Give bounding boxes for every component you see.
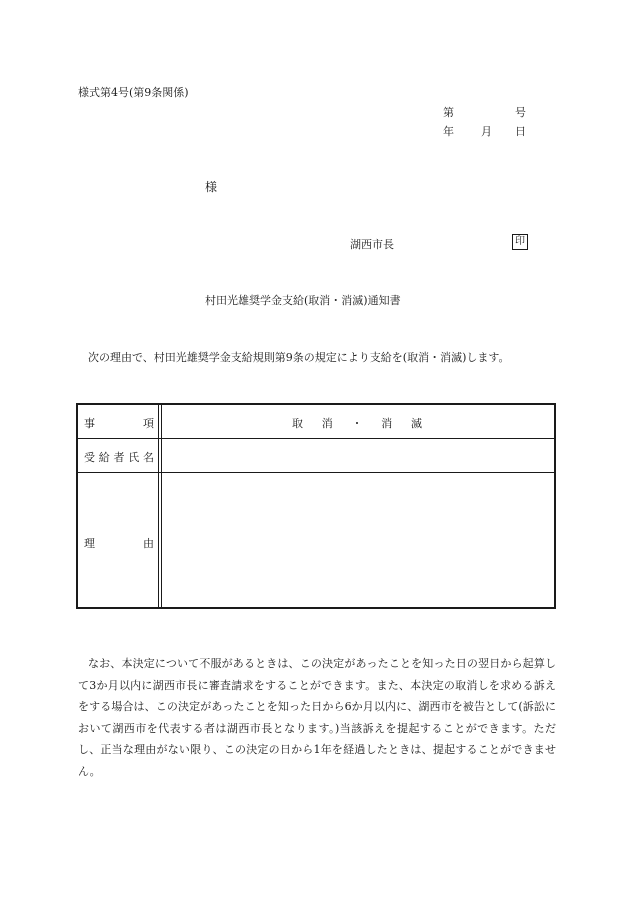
date-month: 月: [481, 125, 492, 138]
table-divider: [78, 438, 554, 439]
table-row-label: [84, 415, 154, 431]
doc-number-suffix: 号: [515, 106, 526, 119]
label-char: 受: [84, 451, 95, 464]
label-char: 理: [84, 537, 95, 550]
table-row-label: [84, 449, 154, 465]
doc-number-prefix: 第: [443, 106, 454, 119]
value-char: 取: [292, 417, 303, 430]
value-char: 消: [381, 417, 393, 430]
table-divider: [78, 472, 554, 473]
addressee-honorific: 様: [205, 180, 218, 194]
value-char: 消: [321, 417, 333, 430]
table-divider: [158, 405, 159, 607]
table-row-label: [84, 535, 154, 551]
table-row-value: [292, 415, 422, 431]
label-char: 名: [143, 451, 154, 464]
document-title: 村田光雄奨学金支給(取消・消滅)通知書: [205, 294, 401, 307]
form-number-label: 様式第4号(第9条関係): [78, 86, 189, 99]
issuer-name: 湖西市長: [350, 238, 394, 251]
intro-text: 次の理由で、村田光雄奨学金支給規則第9条の規定により支給を(取消・消滅)します。: [88, 351, 510, 364]
label-char: 給: [98, 451, 110, 464]
label-char: 由: [143, 537, 154, 550]
notice-paragraph: なお、本決定について不服があるときは、この決定があったことを知った日の翌日から起算して3か月以内に湖西市長に審査請求をすることができます。また、本決定の取消しを求める訴えをする場合は、この決定があったことを知った日から6か月以内に、湖西市を被告として(訴訟において湖西市を代表する者は湖西市長となります。)当該訴えを提起することができます。ただし、正当な理由がない限り、この決定の日から1年を経過したときは、提起することができません。: [78, 657, 556, 778]
info-table: [76, 403, 556, 609]
label-char: 氏: [128, 451, 140, 464]
seal-mark: 印: [512, 234, 528, 250]
value-char: ・: [351, 417, 363, 430]
date-day: 日: [515, 125, 526, 138]
date-year: 年: [443, 125, 454, 138]
label-char: 者: [113, 451, 125, 464]
label-char: 項: [143, 417, 154, 430]
label-char: 事: [84, 417, 95, 430]
value-char: 滅: [411, 417, 422, 430]
table-divider: [161, 405, 162, 607]
